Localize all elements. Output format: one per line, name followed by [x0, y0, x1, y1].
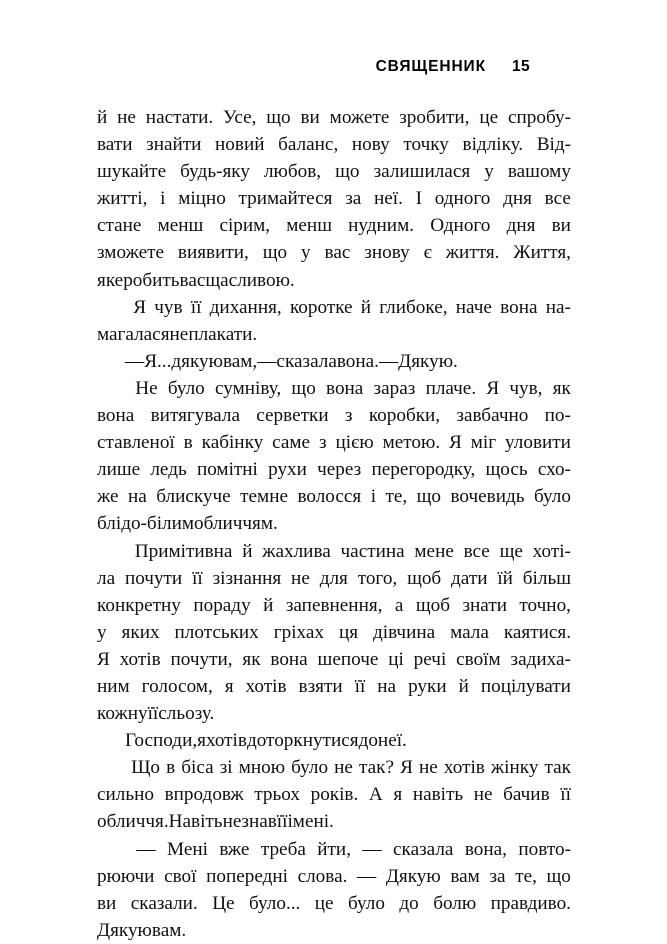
word: так? — [359, 757, 395, 779]
word: було — [533, 486, 571, 508]
word: дня — [506, 215, 536, 237]
word: у — [301, 242, 311, 264]
paragraph-indent — [97, 754, 125, 781]
word: не — [334, 757, 353, 779]
word: — — [362, 838, 382, 860]
word: Я — [486, 377, 500, 399]
word: Дякую — [385, 865, 441, 887]
text-line — [97, 267, 571, 294]
word: плакати. — [188, 323, 258, 345]
word: вона, — [464, 838, 507, 860]
word: ла — [97, 567, 116, 589]
word: сильно — [97, 784, 154, 806]
text-line — [97, 131, 571, 158]
text-line — [97, 565, 571, 592]
paragraph — [97, 754, 571, 835]
word: дякую — [171, 350, 223, 372]
page-number: 15 — [511, 58, 530, 75]
word: її — [147, 703, 159, 725]
word: зараз — [373, 377, 416, 399]
word: ви — [551, 215, 571, 237]
word: це — [479, 107, 499, 128]
word: настати. — [145, 107, 214, 128]
paragraph — [97, 538, 571, 728]
word: ледь — [150, 459, 187, 481]
word: менш — [286, 215, 332, 237]
word: можете — [329, 107, 390, 128]
word: гріхах — [273, 621, 324, 643]
word: цією — [335, 432, 374, 454]
word: в — [183, 432, 193, 454]
word: Мені — [167, 838, 208, 860]
word: є — [423, 242, 432, 264]
word: житті, — [97, 188, 148, 210]
word: й — [263, 594, 274, 616]
word: до — [399, 892, 419, 914]
text-line — [97, 294, 571, 321]
word: же — [97, 486, 119, 508]
word: не — [117, 107, 136, 128]
word: й — [242, 540, 253, 562]
word: те, — [385, 486, 408, 508]
word: вашому — [507, 161, 571, 183]
word: попередні — [206, 865, 288, 887]
word: не — [473, 784, 493, 806]
word: перегородку, — [371, 459, 476, 481]
word: чув, — [509, 377, 543, 399]
word: нудним. — [348, 215, 415, 237]
word: плотських — [174, 621, 259, 643]
word: чув — [154, 296, 183, 318]
word: дати — [451, 567, 488, 589]
word: спробу- — [507, 107, 571, 128]
word: міцно — [178, 188, 226, 210]
word: і — [370, 486, 377, 508]
word: сказала — [276, 350, 337, 372]
word: її — [354, 675, 366, 697]
word: мала — [450, 621, 489, 643]
word: так — [544, 757, 571, 779]
word: саме — [272, 432, 311, 454]
text-line — [97, 402, 571, 429]
word: залишилася — [373, 161, 471, 183]
word: уловити — [505, 432, 571, 454]
word: бачив — [503, 784, 550, 806]
word: яке — [97, 269, 124, 291]
word: схо- — [537, 459, 571, 481]
word: як — [242, 648, 261, 670]
word: для — [319, 567, 348, 589]
word: тримайтеся — [238, 188, 333, 210]
word: до — [358, 730, 378, 752]
word: неї. — [374, 188, 403, 210]
word: було — [348, 892, 385, 914]
word: блідо-білим — [97, 513, 195, 535]
word: будь-яку — [180, 161, 250, 183]
word: поцілувати — [480, 675, 571, 697]
word: новий — [215, 134, 265, 156]
word: голосом, — [141, 675, 213, 697]
word: блискуче — [156, 486, 231, 508]
word: вона. — [336, 350, 379, 372]
word: коротке — [289, 296, 353, 318]
word: — — [125, 350, 145, 372]
word: І — [415, 188, 423, 210]
word: темне — [240, 486, 288, 508]
word: виявити, — [177, 242, 249, 264]
word: знову — [364, 242, 410, 264]
word: за — [345, 188, 362, 210]
text-line — [97, 429, 571, 456]
word: Я... — [144, 350, 172, 372]
text-line — [97, 158, 571, 185]
word: щось — [485, 459, 528, 481]
word: ним — [97, 675, 130, 697]
word: зі — [219, 757, 233, 779]
word: Дякую — [97, 919, 152, 941]
word: й — [360, 296, 372, 318]
word: Примітивна — [134, 540, 233, 562]
text-line — [97, 592, 571, 619]
word: що — [266, 107, 291, 128]
word: не — [169, 323, 189, 345]
word: хоті- — [532, 540, 571, 562]
word: Дякую. — [398, 350, 458, 372]
word: Одного — [430, 215, 491, 237]
word: міг — [470, 432, 497, 454]
text-line — [97, 185, 571, 212]
word: що — [546, 865, 571, 887]
word: жахлива — [262, 540, 331, 562]
word: задиха- — [510, 648, 571, 670]
word: життя. — [445, 242, 500, 264]
word: завбачно — [456, 405, 529, 427]
word: через — [317, 459, 362, 481]
word: почути, — [170, 648, 233, 670]
word: дня — [503, 188, 532, 210]
text-line — [97, 239, 571, 266]
word: глибоке, — [379, 296, 448, 318]
word: щоб — [415, 594, 451, 616]
word: як — [552, 377, 571, 399]
word: щоб — [407, 567, 442, 589]
word: не — [291, 567, 310, 589]
paragraph-indent — [97, 375, 125, 402]
word: було — [167, 377, 205, 399]
word: я — [197, 730, 206, 752]
text-line — [97, 727, 571, 754]
word: вам, — [222, 350, 258, 372]
running-head-title: СВЯЩЕННИК — [375, 58, 486, 75]
word: обличчям. — [194, 513, 278, 535]
text-line — [97, 646, 571, 673]
word: жінку — [490, 757, 539, 779]
word: кожну — [97, 703, 148, 725]
word: сірим, — [219, 215, 271, 237]
word: — — [357, 865, 377, 887]
word: метою. — [382, 432, 441, 454]
word: її — [192, 567, 203, 589]
word: — — [378, 350, 399, 372]
word: знайти — [146, 134, 202, 156]
word: вас — [324, 242, 351, 264]
word: шукайте — [97, 161, 167, 183]
word: з — [319, 432, 327, 454]
word: Усе, — [223, 107, 257, 128]
word: витягувала — [150, 405, 240, 427]
word: що — [291, 377, 316, 399]
text-line — [97, 510, 571, 537]
word: вона — [270, 648, 308, 670]
word: сумніву, — [214, 377, 282, 399]
word: її — [560, 784, 571, 806]
text-line — [97, 212, 571, 239]
word: Я — [400, 757, 413, 779]
word: ви — [97, 892, 117, 914]
word: знати — [462, 594, 507, 616]
word: я — [224, 675, 234, 697]
word: Я — [133, 296, 147, 318]
paragraph — [97, 727, 571, 754]
word: робить — [123, 269, 180, 291]
word: Я — [449, 432, 462, 454]
text-line — [97, 456, 571, 483]
text-line — [97, 619, 571, 646]
word: її — [190, 296, 202, 318]
word: зможете — [97, 242, 164, 264]
word: сказали. — [130, 892, 198, 914]
word: вона — [326, 377, 364, 399]
word: хотів — [245, 675, 287, 697]
word: помітні — [196, 459, 258, 481]
word: хотів — [119, 648, 161, 670]
word: Господи, — [125, 730, 198, 752]
word: у — [97, 621, 107, 643]
text-line — [97, 673, 571, 700]
word: ставленої — [97, 432, 175, 454]
word: болю — [433, 892, 477, 914]
word: плаче. — [425, 377, 477, 399]
text-line — [97, 917, 571, 944]
word: зізнання — [212, 567, 282, 589]
word: треба — [260, 838, 306, 860]
word: й — [458, 675, 469, 697]
word: рюючи — [97, 865, 155, 887]
word: Я — [97, 648, 110, 670]
text-line — [97, 808, 571, 835]
text-line — [97, 863, 571, 890]
word: не — [222, 811, 242, 833]
word: за — [489, 865, 506, 887]
word: шепоче — [317, 648, 379, 670]
word: повто- — [518, 838, 571, 860]
word: доторкнутися — [246, 730, 359, 752]
word: дівчина — [373, 621, 436, 643]
word: хотів — [205, 730, 247, 752]
word: обличчя. — [97, 811, 169, 833]
text-line — [97, 781, 571, 808]
text-line — [97, 754, 571, 781]
word: конкретну — [97, 594, 181, 616]
word: все — [463, 540, 490, 562]
word: її — [276, 811, 288, 833]
word: почути — [124, 567, 183, 589]
word: що — [262, 242, 288, 264]
text-line — [97, 700, 571, 727]
word: пораду — [193, 594, 251, 616]
word: правдиво. — [490, 892, 571, 914]
word: — — [136, 838, 156, 860]
paragraph-indent — [97, 538, 125, 565]
word: руки — [408, 675, 447, 697]
word: ці — [388, 648, 404, 670]
word: мною — [238, 757, 286, 779]
text-line — [97, 890, 571, 917]
word: років. — [310, 784, 359, 806]
word: сльозу. — [158, 703, 215, 725]
paragraph — [97, 294, 571, 348]
word: Це — [212, 892, 235, 914]
word: на- — [545, 296, 571, 318]
word: а — [394, 594, 404, 616]
word: дихання, — [209, 296, 282, 318]
word: менш — [157, 215, 204, 237]
word: того, — [357, 567, 398, 589]
paragraph-indent — [97, 294, 125, 321]
text-line — [97, 104, 571, 131]
word: навіть — [412, 784, 464, 806]
paragraph — [97, 348, 571, 375]
text-line — [97, 321, 571, 348]
word: любов, — [263, 161, 322, 183]
word: нову — [351, 134, 390, 156]
word: зробити, — [399, 107, 470, 128]
word: по- — [544, 405, 571, 427]
word: ще — [499, 540, 523, 562]
word: коробки, — [368, 405, 441, 427]
word: знав — [241, 811, 277, 833]
paragraph — [97, 375, 571, 538]
paragraph-indent — [97, 727, 125, 754]
word: рухи — [268, 459, 307, 481]
paragraph — [97, 836, 571, 944]
word: вона — [500, 296, 538, 318]
paragraph — [97, 104, 571, 294]
word: було... — [249, 892, 301, 914]
word: те, — [515, 865, 537, 887]
word: — — [257, 350, 277, 372]
word: одного — [434, 188, 491, 210]
word: взяти — [298, 675, 343, 697]
word: вати — [97, 134, 133, 156]
word: мене — [414, 540, 454, 562]
text-line — [97, 538, 571, 565]
word: у — [484, 161, 494, 183]
word: Що — [131, 757, 161, 779]
word: все — [544, 188, 571, 210]
word: речі — [413, 648, 447, 670]
word: ця — [338, 621, 359, 643]
word: вона — [97, 405, 135, 427]
word: вочевидь — [450, 486, 525, 508]
text-line — [97, 836, 571, 863]
word: магалася — [97, 323, 170, 345]
word: наче — [455, 296, 492, 318]
word: Життя, — [513, 242, 571, 264]
word: відліку. — [462, 134, 524, 156]
word: волосся — [297, 486, 362, 508]
word: більш — [522, 567, 571, 589]
word: слова. — [297, 865, 348, 887]
paragraph-indent — [97, 836, 125, 863]
word: це — [314, 892, 334, 914]
word: що — [416, 486, 442, 508]
word: на — [127, 486, 147, 508]
word: на — [377, 675, 397, 697]
word: свої — [164, 865, 197, 887]
word: Не — [135, 377, 158, 399]
word: вас — [179, 269, 206, 291]
text-line — [97, 483, 571, 510]
word: частина — [340, 540, 405, 562]
body-text — [97, 104, 571, 944]
word: своїм — [456, 648, 501, 670]
word: і — [160, 188, 166, 210]
word: я — [393, 784, 403, 806]
text-line — [97, 348, 571, 375]
text-line — [97, 375, 571, 402]
word: А — [368, 784, 383, 806]
word: неї. — [377, 730, 407, 752]
paragraph-indent — [97, 348, 125, 375]
word: кабінку — [201, 432, 264, 454]
word: біса — [181, 757, 214, 779]
word: лише — [97, 459, 141, 481]
word: баланс, — [278, 134, 339, 156]
word: Від- — [536, 134, 571, 156]
word: вам. — [151, 919, 187, 941]
word: в — [166, 757, 176, 779]
word: впродовж — [164, 784, 244, 806]
word: вже — [219, 838, 250, 860]
word: й — [97, 107, 108, 128]
word: каятися. — [503, 621, 571, 643]
running-head — [97, 58, 530, 76]
word: серветки — [256, 405, 329, 427]
word: з — [344, 405, 353, 427]
word: яких — [121, 621, 160, 643]
word: щасливою. — [205, 269, 295, 291]
word: стане — [97, 215, 142, 237]
word: було — [291, 757, 329, 779]
word: сказала — [393, 838, 454, 860]
word: не — [418, 757, 438, 779]
word: запевнення, — [285, 594, 383, 616]
word: трьох — [254, 784, 300, 806]
word: точно, — [519, 594, 571, 616]
word: ви — [300, 107, 320, 128]
word: хотів — [443, 757, 485, 779]
word: імені. — [287, 811, 334, 833]
word: їй — [497, 567, 513, 589]
word: вам — [450, 865, 480, 887]
word: йти, — [317, 838, 351, 860]
word: що — [335, 161, 360, 183]
word: Навіть — [168, 811, 223, 833]
word: точку — [403, 134, 449, 156]
